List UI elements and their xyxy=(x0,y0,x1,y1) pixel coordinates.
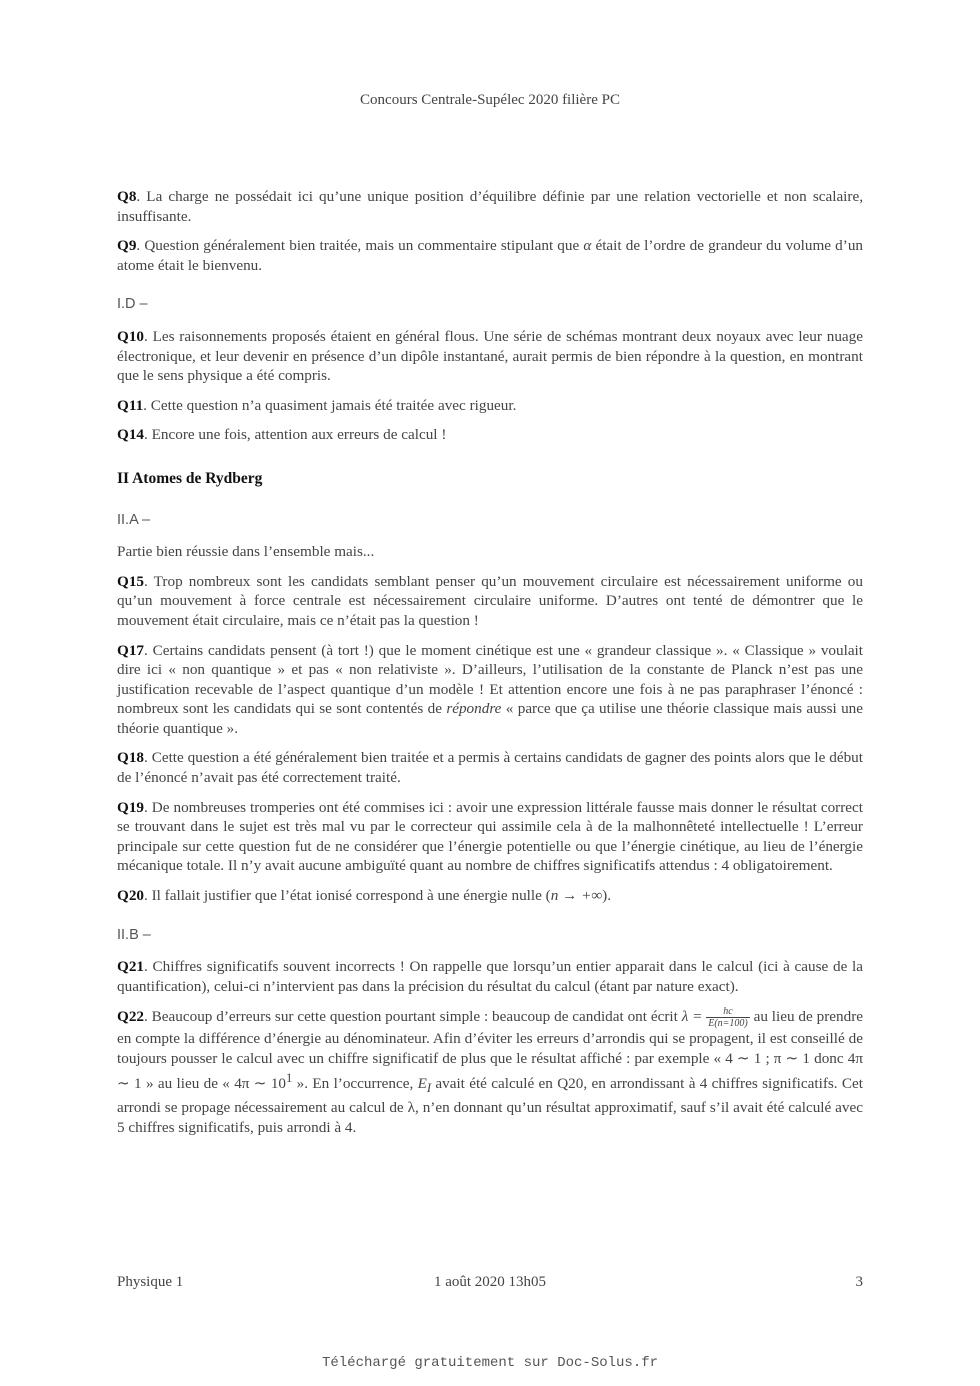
emphasis-text: répondre xyxy=(446,700,502,718)
math-expression: n → +∞ xyxy=(550,887,603,905)
question-label: Q11 xyxy=(117,396,144,414)
question-label: Q20 xyxy=(117,887,145,905)
question-label: Q22 xyxy=(117,1008,145,1026)
question-text: . Il fallait justifier que l’état ionisé correspond à une énergie nulle ( xyxy=(144,887,551,905)
question-text: avait été calculé en Q20, en arrondissant à 4 chiffres significatifs. Cet arrondi se propage nécessairement au calcul de λ, n’en donnant qu’un résultat approximatif, sauf s’il avait été calculé avec 5 chiffres significatifs, puis arrondi à 4. xyxy=(117,1074,863,1136)
question-text: . Les raisonnements proposés étaient en général flous. Une série de schémas montrant deux noyaux avec leur nuage électronique, et leur devenir en présence d’un dipôle instantané, aurait permis de bien répondre à la question, en montrant que le sens physique a été compris. xyxy=(117,327,863,385)
energy-symbol: E xyxy=(417,1074,427,1092)
question-label: Q14 xyxy=(117,426,145,444)
fraction-denominator: E(n=100) xyxy=(708,1018,748,1030)
question-text: . Cette question n’a quasiment jamais été traitée avec rigueur. xyxy=(143,396,517,414)
subsection-label-iia: II.A – xyxy=(117,511,151,528)
question-text: . Certains candidats pensent (à tort !) que le moment cinétique est une « grandeur classique ». « Classique » voulait dire ici « non quantique » et pas « non relativiste ». D’ailleurs, l’utilisation de la constante de Planck n’est pas une justification recevable de l’aspect quantique d’un modèle ! Et attention encore une fois à ne pas paraphraser l’énoncé : nombreux sont les candidats qui se sont contentés de xyxy=(117,641,863,718)
page-footer xyxy=(117,1274,863,1291)
q14-paragraph xyxy=(117,425,863,445)
q19-paragraph xyxy=(117,798,863,876)
question-label: Q19 xyxy=(117,798,145,816)
footer-date: 1 août 2020 13h05 xyxy=(433,1274,547,1290)
question-text: ». En l’occurrence, xyxy=(292,1074,418,1092)
question-label: Q15 xyxy=(117,572,145,590)
question-text: . Cette question a été généralement bien traitée et a permis à certains candidats de gagner des points alors que le début de l’énoncé n’avait pas été correctement traité. xyxy=(117,749,863,787)
q9-paragraph xyxy=(117,236,863,275)
q17-paragraph xyxy=(117,641,863,739)
q8-paragraph xyxy=(117,187,863,226)
q22-paragraph xyxy=(117,1006,863,1137)
page-number: 3 xyxy=(855,1274,863,1290)
iia-intro: Partie bien réussie dans l’ensemble mais... xyxy=(117,543,375,561)
question-text: au lieu de prendre en compte la différence d’énergie au dénominateur. Afin d’éviter les erreurs d’arrondis qui se propagent, il est conseillé de toujours pousser le calcul avec un chiffre significatif de plus que le résultat affiché : par exemple « 4 ∼ 1 ; π ∼ 1 donc 4π ∼ 1 » au lieu de « 4π ∼ 10 xyxy=(117,1008,864,1092)
question-text: était de l’ordre de grandeur du volume d’un atome était le bienvenu. xyxy=(117,237,864,274)
question-text: . Beaucoup d’erreurs sur cette question pourtant simple : beaucoup de candidat ont écrit xyxy=(144,1008,682,1026)
q15-paragraph xyxy=(117,572,863,631)
question-text: . Trop nombreux sont les candidats semblant penser qu’un mouvement circulaire est nécessairement uniforme ou qu’un mouvement à force centrale est nécessairement circulaire uniforme. D’autres ont tenté de démontrer que le mouvement était circulaire, mais ce n’était pas la question ! xyxy=(117,572,863,629)
question-text: . De nombreuses tromperies ont été commises ici : avoir une expression littérale fausse mais donner le résultat correct se trouvant dans le sujet est très mal vu par le correcteur qui assimile cela à de la malhonnêteté intellectuelle ! L’erreur principale sur cette question fut de ne considérer que l’énergie potentielle ou que l’énergie cinétique, au lieu de l’énergie mécanique totale. Il n’y avait aucune ambiguïté quant au nombre de chiffres significatifs attendus : 4 obligatoirement. xyxy=(117,798,863,875)
question-label: Q10 xyxy=(117,327,145,345)
subsection-label-iib: II.B – xyxy=(117,926,151,943)
q11-paragraph xyxy=(117,396,863,416)
question-label: Q17 xyxy=(117,641,145,659)
energy-subscript: I xyxy=(426,1080,432,1095)
question-text: . Encore une fois, attention aux erreurs de calcul ! xyxy=(144,426,447,444)
fraction-numerator: hc xyxy=(706,1006,750,1018)
q18-paragraph xyxy=(117,748,863,787)
question-label: Q9 xyxy=(117,237,137,255)
question-text: . La charge ne possédait ici qu’une unique position d’équilibre définie par une relation vectorielle et non scalaire, insuffisante. xyxy=(117,188,863,225)
question-text: « parce que ça utilise une théorie classique mais aussi une théorie quantique ». xyxy=(117,700,863,737)
q10-paragraph xyxy=(117,327,863,386)
subsection-label-id: I.D – xyxy=(117,296,148,313)
download-watermark: Téléchargé gratuitement sur Doc-Solus.fr xyxy=(321,1355,659,1371)
q21-paragraph xyxy=(117,957,863,996)
lambda-equation: λ = xyxy=(681,1008,707,1026)
page-header: Concours Centrale-Supélec 2020 filière PC xyxy=(360,92,620,108)
alpha-symbol: α xyxy=(583,237,592,255)
question-text: . Question généralement bien traitée, mais un commentaire stipulant que xyxy=(136,237,584,255)
question-label: Q8 xyxy=(117,188,137,205)
question-text: ). xyxy=(602,887,612,905)
q20-paragraph xyxy=(117,886,863,906)
document-body xyxy=(117,187,863,1147)
footer-left: Physique 1 xyxy=(117,1274,184,1290)
question-label: Q18 xyxy=(117,749,145,767)
section-heading: II Atomes de Rydberg xyxy=(117,469,263,487)
fraction xyxy=(706,1006,750,1029)
question-text: . Chiffres significatifs souvent incorrects ! On rappelle que lorsqu’un entier apparait dans le calcul (ici à cause de la quantification), celui-ci n’intervient pas dans la précision du résultat du calcul (étant par nature exact). xyxy=(117,958,863,995)
question-label: Q21 xyxy=(117,958,145,976)
exponent: 1 xyxy=(286,1070,293,1085)
